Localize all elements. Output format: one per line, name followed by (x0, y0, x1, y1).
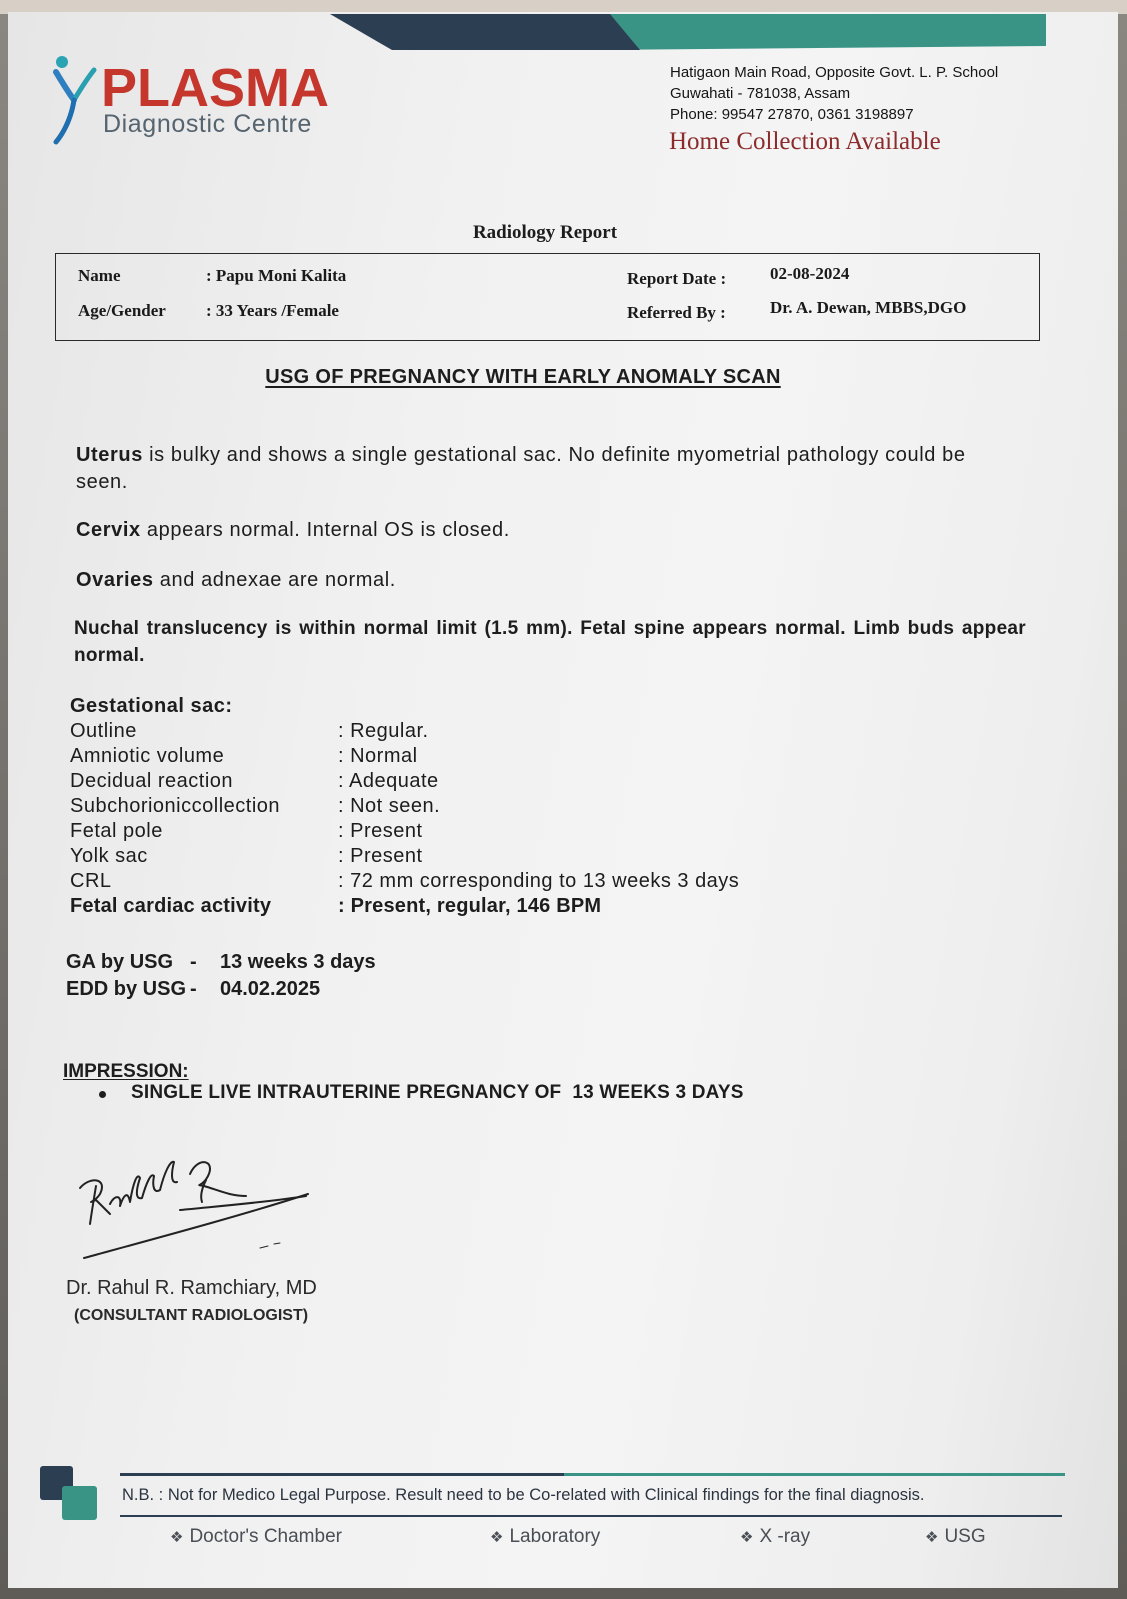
gestational-sac-heading: Gestational sac: (70, 695, 233, 717)
gs-row (70, 844, 739, 869)
age-gender-label: Age/Gender (78, 301, 166, 320)
gs-row (70, 819, 739, 844)
service-label: X -ray (759, 1526, 811, 1547)
finding-term: Uterus (76, 444, 143, 466)
ga-row (66, 949, 376, 976)
scan-title: USG OF PREGNANCY WITH EARLY ANOMALY SCAN (265, 366, 781, 388)
address-block (670, 62, 998, 125)
service-label: USG (944, 1526, 986, 1547)
gs-row (70, 744, 739, 769)
ga-separator: - (190, 951, 197, 973)
patient-info-box (55, 253, 1040, 341)
age-gender-value: : 33 Years /Female (206, 301, 339, 320)
plasma-figure-icon (50, 52, 100, 147)
gs-row (70, 719, 739, 744)
service-item (490, 1525, 600, 1549)
report-date-label: Report Date : (627, 269, 727, 288)
gs-label: Yolk sac (70, 845, 148, 867)
footer-logo-square-teal (62, 1486, 97, 1520)
radiologist-role: (CONSULTANT RADIOLOGIST) (74, 1307, 309, 1324)
gs-row (70, 769, 739, 794)
home-collection-tagline: Home Collection Available (669, 128, 941, 155)
header-stripe-navy (330, 14, 640, 50)
diamond-bullet-icon (170, 1528, 183, 1546)
service-label: Laboratory (509, 1526, 601, 1547)
edd-value: 04.02.2025 (220, 978, 321, 1000)
referred-by-value: Dr. A. Dewan, MBBS,DGO (770, 298, 967, 317)
finding-text: appears normal. Internal OS is closed. (140, 519, 510, 541)
edd-label: EDD by USG (66, 978, 187, 1000)
ga-label: GA by USG (66, 951, 174, 973)
name-label: Name (78, 266, 121, 285)
gs-label: Subchorioniccollection (70, 795, 281, 817)
gs-value: : Not seen. (338, 795, 441, 817)
signature-stroke (180, 1196, 306, 1210)
bullet-icon (99, 1091, 106, 1098)
service-item (925, 1525, 986, 1549)
report-heading: Radiology Report (472, 222, 618, 243)
gs-label: CRL (70, 870, 112, 892)
header-stripe (0, 0, 1127, 60)
gs-label: Amniotic volume (70, 745, 225, 767)
gs-value: : Adequate (338, 770, 439, 792)
footer-rule-bottom (120, 1515, 1062, 1517)
gs-label: Outline (70, 720, 137, 742)
finding-text: and adnexae are normal. (153, 569, 396, 591)
service-item (170, 1525, 342, 1549)
radiologist-name: Dr. Rahul R. Ramchiary, MD (66, 1277, 317, 1299)
impression-heading: IMPRESSION: (63, 1061, 189, 1082)
finding-text: is bulky and shows a single gestational sac. No definite myometrial pathology could be seen. (76, 444, 966, 493)
signature-stroke (84, 1194, 308, 1258)
gs-value: : Present, regular, 146 BPM (338, 895, 602, 917)
gs-value: : Present (338, 820, 423, 842)
finding-nuchal: Nuchal translucency is within normal limit (1.5 mm). Fetal spine appears normal. Limb buds appear normal. (74, 618, 1026, 666)
brand-subtitle: Diagnostic Centre (103, 110, 312, 138)
report-date-value: 02-08-2024 (770, 264, 850, 283)
edd-row (66, 976, 376, 1003)
signature-stroke (90, 1186, 96, 1224)
gestational-sac-section (70, 694, 739, 919)
edd-separator: - (190, 978, 197, 1000)
impression-item: SINGLE LIVE INTRAUTERINE PREGNANCY OF 13 WEEKS 3 DAYS (131, 1082, 744, 1103)
gs-row (70, 794, 739, 819)
footer-rule-top (120, 1473, 1065, 1476)
dating-section (66, 949, 376, 1003)
finding-uterus (76, 442, 1016, 496)
gs-value: : Present (338, 845, 423, 867)
diamond-bullet-icon (490, 1528, 503, 1546)
gs-value: : Normal (338, 745, 418, 767)
gs-row (70, 869, 739, 894)
service-label: Doctor's Chamber (189, 1526, 342, 1547)
finding-cervix (76, 517, 1016, 544)
signature-stroke (190, 1162, 246, 1196)
gs-row (70, 894, 739, 919)
signature (70, 1158, 320, 1270)
finding-term: Ovaries (76, 569, 154, 591)
gs-value: : Regular. (338, 720, 429, 742)
name-value: : Papu Moni Kalita (206, 266, 347, 285)
phone-line: Phone: 99547 27870, 0361 3198897 (670, 106, 914, 123)
diamond-bullet-icon (740, 1528, 753, 1546)
footer-disclaimer: N.B. : Not for Medico Legal Purpose. Result need to be Co-related with Clinical findings for the final diagnosis. (122, 1486, 925, 1504)
gs-label: Fetal pole (70, 820, 163, 842)
service-item (740, 1525, 810, 1549)
signature-stroke (110, 1162, 177, 1206)
finding-ovaries (76, 567, 1016, 594)
ga-value: 13 weeks 3 days (220, 951, 376, 973)
gs-label: Decidual reaction (70, 770, 234, 792)
referred-by-label: Referred By : (627, 303, 726, 322)
gs-value: : 72 mm corresponding to 13 weeks 3 days (338, 870, 740, 892)
address-line: Hatigaon Main Road, Opposite Govt. L. P. School (670, 64, 999, 81)
signature-stroke (260, 1243, 280, 1248)
diamond-bullet-icon (925, 1528, 938, 1546)
brand-name: PLASMA (101, 58, 329, 118)
gs-label: Fetal cardiac activity (70, 895, 272, 917)
address-line: Guwahati - 781038, Assam (670, 85, 851, 102)
finding-term: Cervix (76, 519, 141, 541)
